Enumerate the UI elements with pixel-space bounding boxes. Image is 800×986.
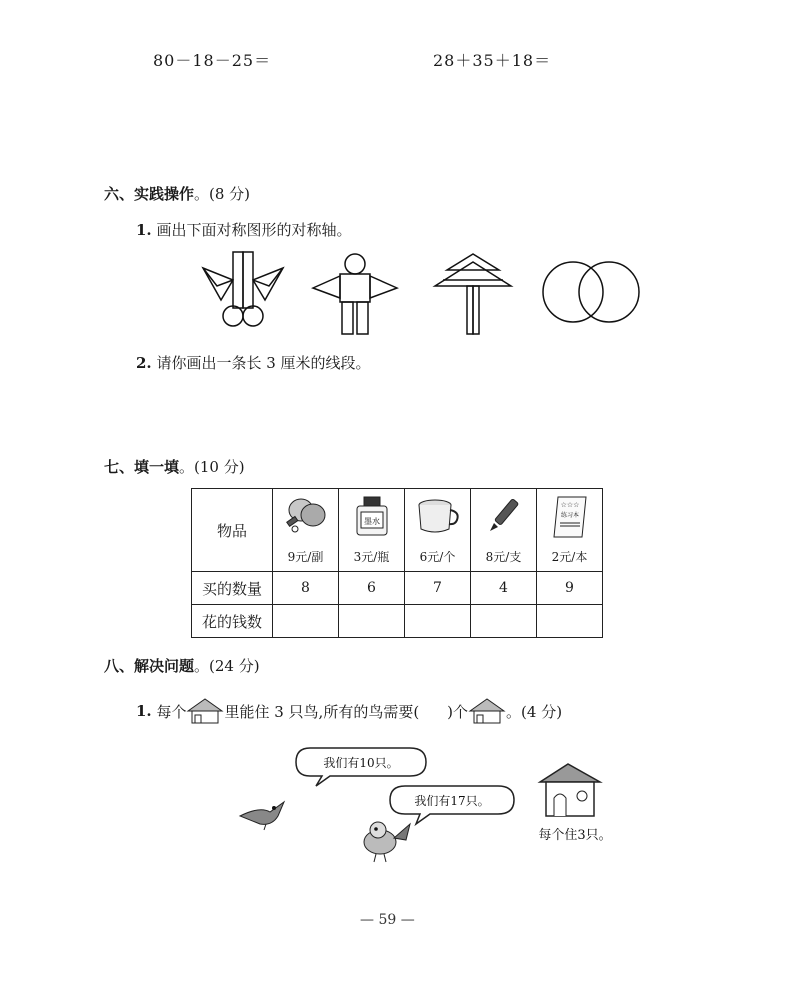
bird-2-icon — [364, 822, 410, 862]
section-7-title: 七、填一填 — [104, 458, 180, 476]
item-cell-pen — [471, 489, 537, 572]
question-6-2-text: 请你画出一条长 3 厘米的线段。 — [156, 354, 371, 372]
item-cell-mug — [405, 489, 471, 572]
row-header-quantity: 买的数量 — [192, 572, 273, 605]
section-7-heading — [104, 456, 245, 477]
question-8-1-part3: )个 — [447, 702, 469, 721]
question-6-2-number: 2. — [136, 354, 152, 372]
question-8-1-part2: 里能住 3 只鸟,所有的鸟需要( — [224, 702, 420, 721]
svg-text:☆☆☆: ☆☆☆ — [560, 501, 579, 509]
question-8-1-part1: 每个 — [156, 702, 187, 721]
speech-bubble-1 — [296, 748, 426, 786]
section-6-heading — [104, 183, 250, 204]
section-8-heading — [104, 655, 260, 676]
symmetric-figures — [195, 250, 655, 340]
pen-icon — [484, 495, 524, 535]
price-pen: 8元/支 — [485, 550, 522, 564]
small-house-icon — [468, 697, 506, 725]
price-ink: 3元/瓶 — [353, 550, 390, 564]
item-cell-ink — [339, 489, 405, 572]
bird-1-icon — [240, 802, 284, 830]
question-8-1-number: 1. — [136, 702, 152, 720]
question-8-1 — [136, 697, 562, 725]
quantity-cell: 4 — [471, 572, 537, 605]
section-6-score: 。(8 分) — [194, 185, 251, 203]
section-6-title: 六、实践操作 — [104, 185, 195, 203]
small-house-icon — [186, 697, 224, 725]
butterfly-figure[interactable] — [203, 252, 283, 326]
item-cell-paddles — [273, 489, 339, 572]
row-header-cost: 花的钱数 — [192, 605, 273, 638]
cost-cell[interactable] — [537, 605, 603, 638]
cost-cell[interactable] — [405, 605, 471, 638]
question-6-1 — [136, 219, 351, 240]
quantity-cell: 8 — [273, 572, 339, 605]
row-header-item: 物品 — [192, 489, 273, 572]
equation-right: 28＋35＋18＝ — [433, 51, 552, 70]
bird-house-icon — [540, 764, 600, 816]
page-number: — 59 — — [360, 912, 415, 928]
question-8-1-part4: 。(4 分) — [506, 702, 563, 721]
birds-illustration — [230, 742, 620, 872]
notebook-label: 练习本 — [560, 512, 579, 519]
ink-label: 墨水 — [363, 517, 380, 526]
quantity-cell: 9 — [537, 572, 603, 605]
two-circles-figure[interactable] — [543, 262, 639, 322]
ping-pong-paddles-icon — [283, 495, 329, 535]
quantity-cell: 7 — [405, 572, 471, 605]
notebook-icon — [550, 495, 590, 539]
speech-bubble-2 — [390, 786, 514, 824]
question-6-1-number: 1. — [136, 221, 152, 239]
question-6-1-text: 画出下面对称图形的对称轴。 — [156, 221, 352, 239]
section-7-score: 。(10 分) — [179, 458, 245, 476]
cost-cell[interactable] — [339, 605, 405, 638]
equation-left: 80－18－25＝ — [153, 51, 272, 70]
robot-figure[interactable] — [313, 254, 397, 334]
quantity-cell: 6 — [339, 572, 405, 605]
tree-figure[interactable] — [435, 254, 511, 334]
house-caption: 每个住3只。 — [538, 828, 612, 843]
cost-cell[interactable] — [273, 605, 339, 638]
question-6-2 — [136, 352, 371, 373]
cost-cell[interactable] — [471, 605, 537, 638]
price-mug: 6元/个 — [419, 550, 456, 564]
mug-icon — [415, 495, 461, 535]
ink-bottle-icon — [352, 495, 392, 537]
price-table — [191, 488, 603, 638]
price-notebook: 2元/本 — [551, 550, 588, 564]
section-8-score: 。(24 分) — [194, 657, 260, 675]
bubble-2-text: 我们有17只。 — [414, 794, 490, 808]
price-paddles: 9元/副 — [287, 550, 324, 564]
item-cell-notebook — [537, 489, 603, 572]
section-8-title: 八、解决问题 — [104, 657, 195, 675]
bubble-1-text: 我们有10只。 — [323, 756, 399, 770]
